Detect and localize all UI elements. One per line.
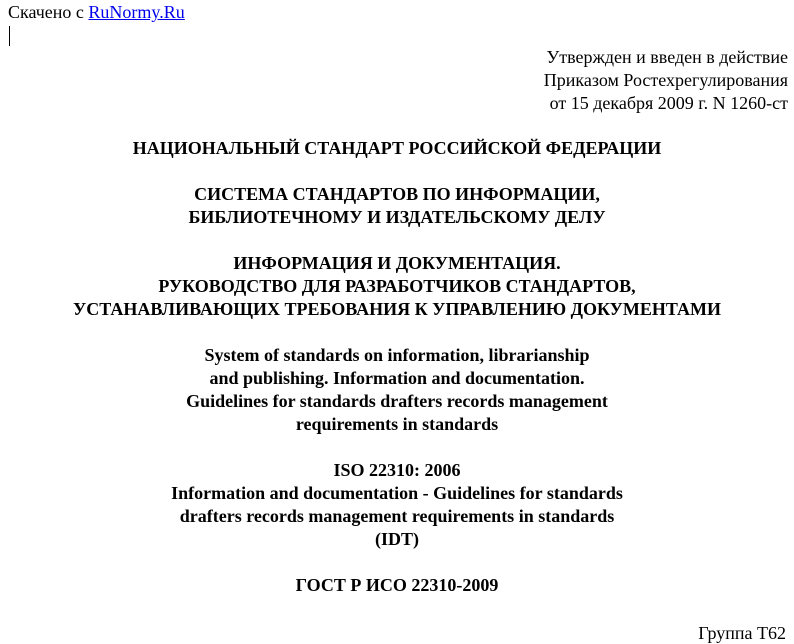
document-title-line-3: УСТАНАВЛИВАЮЩИХ ТРЕБОВАНИЯ К УПРАВЛЕНИЮ ДОКУМЕНТАМИ [73,299,721,319]
national-standard-line: НАЦИОНАЛЬНЫЙ СТАНДАРТ РОССИЙСКОЙ ФЕДЕРАЦИИ [132,138,662,158]
iso-number: ISO 22310: 2006 [333,460,461,480]
english-title-line-3: Guidelines for standards drafters records management [186,391,608,411]
gost-designation [0,574,794,597]
gost-line: ГОСТ Р ИСО 22310-2009 [295,575,499,595]
source-line [8,2,185,22]
system-title-line-1: СИСТЕМА СТАНДАРТОВ ПО ИНФОРМАЦИИ, [194,184,600,204]
national-standard-heading [0,137,794,160]
approval-line-2: Приказом Ростехрегулирования [543,70,788,90]
group-label: Группа Т62 [698,623,786,643]
runormy-link[interactable]: RuNormy.Ru [88,2,185,22]
iso-title-line-2: drafters records management requirements in standards [179,506,615,526]
iso-block [0,459,794,551]
approval-line-1: Утвержден и введен в действие [546,47,788,67]
system-title-line-2: БИБЛИОТЕЧНОМУ И ИЗДАТЕЛЬСКОМУ ДЕЛУ [188,207,606,227]
text-cursor [9,26,10,46]
english-title-line-4: requirements in standards [295,414,499,434]
document-title [0,252,794,321]
document-title-line-2: РУКОВОДСТВО ДЛЯ РАЗРАБОТЧИКОВ СТАНДАРТОВ, [158,276,636,296]
document-title-line-1: ИНФОРМАЦИЯ И ДОКУМЕНТАЦИЯ. [233,253,561,273]
approval-line-3: от 15 декабря 2009 г. N 1260-ст [549,93,788,113]
english-title-line-1: System of standards on information, librarianship [204,345,590,365]
iso-title-line-1: Information and documentation - Guidelines for standards [171,483,623,503]
english-title [0,344,794,436]
english-title-line-2: and publishing. Information and documentation. [209,368,585,388]
iso-idt: (IDT) [375,529,419,549]
system-title [0,183,794,229]
approval-block [544,46,788,115]
source-prefix: Скачено с [8,2,89,22]
